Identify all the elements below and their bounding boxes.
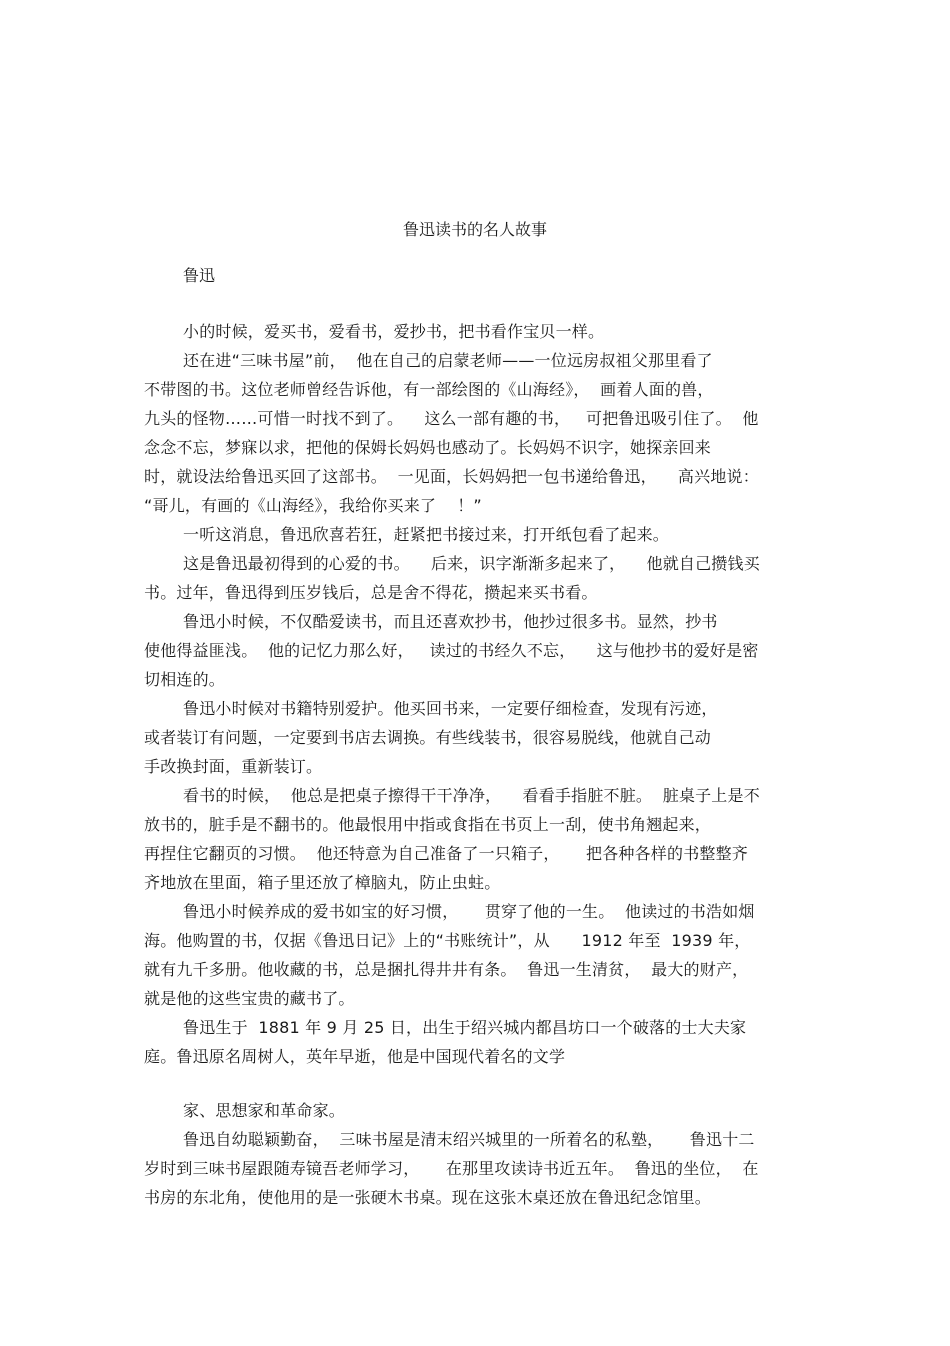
text-line: 鲁迅小时候，不仅酷爱读书，而且还喜欢抄书，他抄过很多书。显然，抄书 bbox=[183, 612, 718, 631]
text-line: 放书的，脏手是不翻书的。他最恨用中指或食指在书页上一刮，使书角翘起来， bbox=[144, 815, 712, 834]
text-line: 鲁迅自幼聪颖勤奋， 三味书屋是清末绍兴城里的一所着名的私塾， 鲁迅十二 bbox=[183, 1130, 755, 1149]
text-line: 手改换封面，重新装订。 bbox=[144, 757, 323, 776]
text-line: 就有九千多册。他收藏的书，总是捆扎得井井有条。 鲁迅一生清贫， 最大的财产， bbox=[144, 960, 749, 979]
text-line: 不带图的书。这位老师曾经告诉他，有一部绘图的《山海经》， 画着人面的兽， bbox=[144, 380, 714, 399]
text-line: 海。他购置的书，仅据《鲁迅日记》上的“书账统计”，从 1912 年至 1939 年， bbox=[144, 931, 751, 950]
text-line: 齐地放在里面，箱子里还放了樟脑丸，防止虫蛀。 bbox=[144, 873, 501, 892]
text-line: 岁时到三味书屋跟随寿镜吾老师学习， 在那里攻读诗书近五年。 鲁迅的坐位， 在 bbox=[144, 1159, 759, 1178]
text-line: 或者装订有问题，一定要到书店去调换。有些线装书，很容易脱线，他就自己动 bbox=[144, 728, 712, 747]
text-line: 一听这消息，鲁迅欣喜若狂，赶紧把书接过来，打开纸包看了起来。 bbox=[183, 525, 670, 544]
text-line: 时，就设法给鲁迅买回了这部书。 一见面，长妈妈把一包书递给鲁迅， 高兴地说： bbox=[144, 467, 759, 486]
text-line: 鲁迅小时候养成的爱书如宝的好习惯， 贯穿了他的一生。 他读过的书浩如烟 bbox=[183, 902, 755, 921]
text-line: 小的时候，爱买书，爱看书，爱抄书，把书看作宝贝一样。 bbox=[183, 322, 605, 341]
text-line: 念念不忘，梦寐以求，把他的保姆长妈妈也感动了。长妈妈不识字，她探亲回来 bbox=[144, 438, 712, 457]
text-line: 家、思想家和革命家。 bbox=[183, 1101, 346, 1120]
text-line: 九头的怪物……可惜一时找不到了。 这么一部有趣的书， 可把鲁迅吸引住了。 他 bbox=[144, 409, 759, 428]
text-line: 还在进“三味书屋”前， 他在自己的启蒙老师——一位远房叔祖父那里看了 bbox=[183, 351, 713, 370]
text-line: 书。过年，鲁迅得到压岁钱后，总是舍不得花，攒起来买书看。 bbox=[144, 583, 598, 602]
text-line: 书房的东北角，使他用的是一张硬木书桌。现在这张木桌还放在鲁迅纪念馆里。 bbox=[144, 1188, 712, 1207]
document-author: 鲁迅 bbox=[183, 266, 216, 285]
text-line: 切相连的。 bbox=[144, 670, 226, 689]
text-line: 就是他的这些宝贵的藏书了。 bbox=[144, 989, 355, 1008]
text-line: “哥儿，有画的《山海经》，我给你买来了 ！” bbox=[144, 496, 482, 515]
text-line: 看书的时候， 他总是把桌子擦得干干净净， 看看手指脏不脏。 脏桌子上是不 bbox=[183, 786, 760, 805]
text-line: 这是鲁迅最初得到的心爱的书。 后来，识字渐渐多起来了， 他就自己攒钱买 bbox=[183, 554, 760, 573]
text-line: 使他得益匪浅。 他的记忆力那么好， 读过的书经久不忘， 这与他抄书的爱好是密 bbox=[144, 641, 759, 660]
text-line: 鲁迅小时候对书籍特别爱护。他买回书来，一定要仔细检查，发现有污迹， bbox=[183, 699, 718, 718]
text-line: 再捏住它翻页的习惯。 他还特意为自己准备了一只箱子， 把各种各样的书整整齐 bbox=[144, 844, 749, 863]
document-title: 鲁迅读书的名人故事 bbox=[402, 220, 547, 239]
text-line: 鲁迅生于 1881 年 9 月 25 日，出生于绍兴城内都昌坊口一个破落的士大夫家 bbox=[183, 1018, 747, 1037]
text-line: 庭。鲁迅原名周树人，英年早逝，他是中国现代着名的文学 bbox=[144, 1047, 566, 1066]
